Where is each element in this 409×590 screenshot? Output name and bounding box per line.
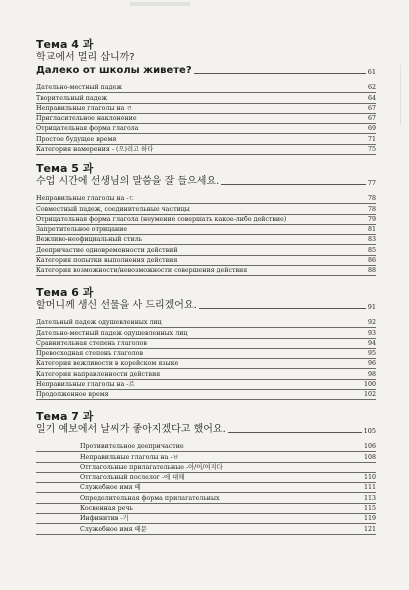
- toc-entry[interactable]: [36, 473, 376, 483]
- page-number: 95: [367, 350, 376, 358]
- page-number: 119: [363, 515, 376, 523]
- page-number: 108: [363, 453, 376, 461]
- entry-text: Отрицательная форма глагола: [36, 125, 139, 133]
- toc-entry[interactable]: [36, 369, 376, 379]
- page-number: 106: [363, 443, 376, 451]
- page-number: 62: [367, 84, 376, 92]
- page-number: 93: [367, 329, 376, 337]
- page-number: 94: [367, 339, 376, 347]
- entry-text: Отглагольные прилагательные -아/어/여지다: [80, 463, 223, 471]
- entry-text: Совместный падеж, соединительные частицы: [36, 205, 190, 213]
- page-number: 67: [367, 104, 376, 112]
- entry-text: Категория направленности действия: [36, 370, 161, 378]
- lesson-title: Тема 5 과: [36, 162, 94, 175]
- lesson-title: Тема 6 과: [36, 286, 94, 299]
- page-number: 81: [367, 226, 376, 234]
- margin-artifact: [400, 65, 407, 125]
- entry-text: Косвенная речь: [80, 505, 133, 513]
- toc-entry[interactable]: [36, 339, 376, 349]
- toc-entry[interactable]: [36, 524, 376, 534]
- page-number: 105: [363, 427, 376, 435]
- lesson-russian-title: Далеко от школы живете?: [36, 65, 192, 76]
- entry-text: Категория вежливости в корейском языке: [36, 360, 179, 368]
- entry-text: Деепричастие одновременности действий: [36, 246, 178, 254]
- entry-text: Отглагольный послелог -에 대해: [80, 474, 185, 482]
- toc-entry[interactable]: [36, 235, 376, 245]
- toc-entry[interactable]: [36, 83, 376, 93]
- toc-entry[interactable]: [36, 463, 376, 473]
- lesson-title: Тема 4 과: [36, 38, 94, 51]
- toc-entry[interactable]: [36, 514, 376, 524]
- entry-text: Категория намерения - (으)려고 하다: [36, 146, 154, 154]
- page-number: 75: [367, 146, 376, 154]
- page-number: 96: [367, 360, 376, 368]
- entry-text: Дательно-местный падеж одушевленных лиц: [36, 329, 188, 337]
- toc-entry[interactable]: [36, 442, 376, 452]
- lesson-7: [36, 410, 376, 535]
- page-number: 100: [363, 381, 376, 389]
- toc-entry[interactable]: [36, 318, 376, 328]
- entry-text: Сравнительная степень глаголов: [36, 339, 147, 347]
- lesson-korean-title: 할머니께 생신 선물을 사 드리겠어요.: [36, 300, 197, 311]
- entry-text: Категория попытки выполнения действия: [36, 257, 178, 265]
- toc-entry[interactable]: [36, 483, 376, 493]
- toc-entry[interactable]: [36, 114, 376, 124]
- entry-text: Неправильные глаголы на -르: [36, 381, 135, 389]
- page-number: 92: [367, 319, 376, 327]
- toc-entry[interactable]: [36, 452, 376, 462]
- toc-entry[interactable]: [36, 194, 376, 204]
- entry-text: Служебное имя 때: [80, 484, 141, 492]
- page-number: 110: [363, 474, 376, 482]
- toc-entry[interactable]: [36, 215, 376, 225]
- page-number: 98: [367, 370, 376, 378]
- page-number: 69: [367, 125, 376, 133]
- toc-entry[interactable]: [36, 359, 376, 369]
- toc-entry[interactable]: [36, 134, 376, 144]
- lesson-korean-title: 수업 시간에 선생님의 말씀을 잘 들으세요.: [36, 176, 220, 187]
- dot-leader: [228, 431, 362, 433]
- page-number: 71: [367, 135, 376, 143]
- toc-entry[interactable]: [36, 328, 376, 338]
- entry-text: Служебное имя 때문: [80, 525, 147, 533]
- page-number: 61: [367, 68, 376, 76]
- page-number: 83: [367, 236, 376, 244]
- entry-text: Дательный падеж одушевленных лиц: [36, 319, 162, 327]
- entry-text: Категория возможности/невозможности совершения действия: [36, 267, 248, 275]
- lesson-korean-title: 학교에서 멀리 삽니까?: [36, 52, 135, 63]
- entry-text: Творительный падеж: [36, 94, 108, 102]
- lesson-6: [36, 286, 376, 400]
- page-number: 77: [367, 179, 376, 187]
- page-number: 113: [363, 494, 376, 502]
- page-number: 85: [367, 246, 376, 254]
- page-number: 86: [367, 257, 376, 265]
- toc-entry[interactable]: [36, 204, 376, 214]
- entry-text: Противительное деепричастие: [80, 443, 184, 451]
- lesson-korean-row: [36, 175, 376, 188]
- entry-text: Превосходная степень глаголов: [36, 350, 144, 358]
- toc-entry[interactable]: [36, 104, 376, 114]
- entry-text: Запретительное отрицание: [36, 226, 128, 234]
- lesson-5: [36, 162, 376, 276]
- lesson-4: [36, 38, 376, 155]
- page-number: 67: [367, 115, 376, 123]
- toc-entry[interactable]: [36, 504, 376, 514]
- lesson-korean-row: [36, 299, 376, 312]
- page-number: 91: [367, 303, 376, 311]
- entry-text: Неправильные глаголы на ㄹ: [36, 104, 133, 112]
- toc-entry[interactable]: [36, 256, 376, 266]
- toc-entry[interactable]: [36, 349, 376, 359]
- page-number: 121: [363, 525, 376, 533]
- page-number: 115: [363, 505, 376, 513]
- scan-smudge: [130, 2, 190, 6]
- entry-text: Продолженное время: [36, 391, 109, 399]
- dot-leader: [199, 307, 366, 309]
- toc-entry[interactable]: [36, 493, 376, 503]
- lesson-title: Тема 7 과: [36, 410, 94, 423]
- page-number: 88: [367, 267, 376, 275]
- page-number: 78: [367, 205, 376, 213]
- toc-entry[interactable]: [36, 145, 376, 155]
- toc-entry[interactable]: [36, 245, 376, 255]
- entry-text: Дательно-местный падеж: [36, 84, 123, 92]
- entry-text: Простое будущее время: [36, 135, 117, 143]
- dot-leader: [194, 72, 366, 74]
- page-number: 111: [363, 484, 376, 492]
- toc-entry[interactable]: [36, 380, 376, 390]
- toc-entry[interactable]: [36, 124, 376, 134]
- entry-text: Отрицательная форма глагола (неумение совершать какое-либо действие): [36, 215, 287, 223]
- page-number: 79: [367, 215, 376, 223]
- toc-entry[interactable]: [36, 266, 376, 276]
- page-number: 102: [363, 391, 376, 399]
- entry-text: Пригласительное наклонение: [36, 115, 137, 123]
- entry-text: Неправильные глаголы на -ㅂ: [80, 453, 179, 461]
- page-number: 64: [367, 94, 376, 102]
- lesson-russian-row: [36, 64, 376, 77]
- toc-entry[interactable]: [36, 225, 376, 235]
- toc-entry[interactable]: [36, 93, 376, 103]
- entry-text: Определительная форма прилагательных: [80, 494, 220, 502]
- entry-text: Инфинитив -기: [80, 515, 129, 523]
- toc-entry[interactable]: [36, 390, 376, 400]
- entry-text: Неправильные глаголы на -ㄷ: [36, 195, 135, 203]
- lesson-korean-title: 일기 예보에서 날씨가 좋아지겠다고 했어요.: [36, 424, 226, 435]
- entry-text: Вежливо-неофициальный стиль: [36, 236, 143, 244]
- page-number: 78: [367, 195, 376, 203]
- lesson-korean-row: [36, 423, 376, 436]
- dot-leader: [221, 183, 365, 185]
